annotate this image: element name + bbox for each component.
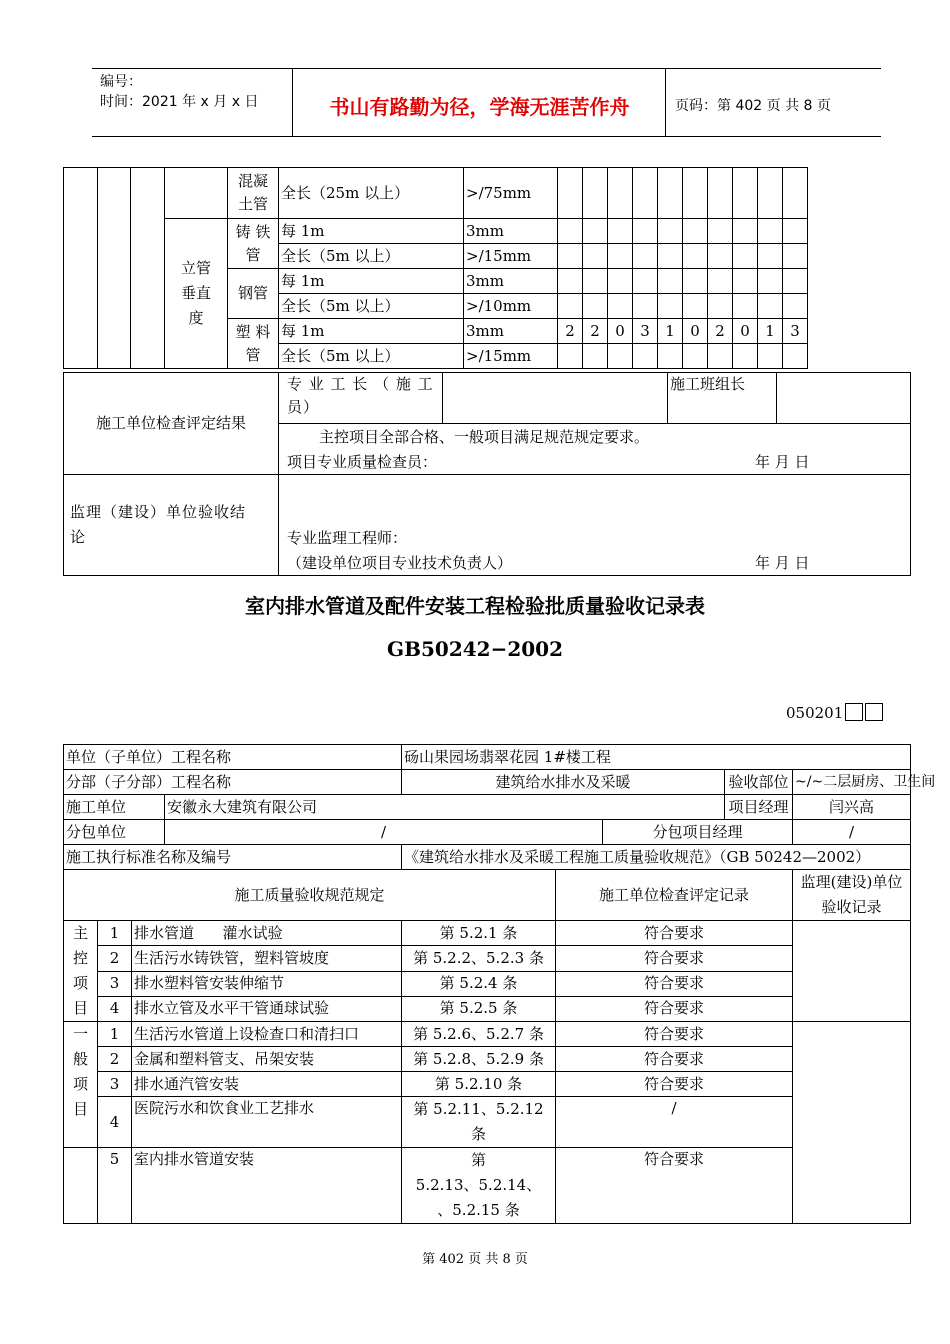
tolerance-cell: >/15mm [464,344,558,369]
date-label: 年 月 日 [755,453,810,471]
division-label: 分部（子分部）工程名称 [64,770,402,795]
owner-label: （建设单位项目专业技术负责人） [287,554,513,572]
document-title: 室内排水管道及配件安装工程检验批质量验收记录表 [245,594,705,618]
spec-header: 施工质量验收规范规定 [64,870,556,921]
item-no: 1 [98,921,132,946]
item-clause: 第 5.2.8、5.2.9 条 [402,1047,556,1072]
tolerance-cell: >/15mm [464,244,558,269]
measurement-value: 1 [658,319,683,344]
check-header: 施工单位检查评定记录 [556,870,793,921]
subcontractor-value: / [165,820,603,845]
tolerance-cell: 3mm [464,269,558,294]
form-code [786,703,883,722]
main-control-label: 主 控 项 目 [64,921,98,1022]
measurement-value: 3 [633,319,658,344]
item-no: 2 [98,1047,132,1072]
subcontractor-label: 分包单位 [64,820,165,845]
supervision-header: 监理(建设)单位 验收记录 [793,870,911,921]
item-clause: 第 5.2.11、5.2.12 条 [402,1097,556,1148]
upper-table [63,167,946,369]
document-number: 编号： [100,74,142,90]
item-name: 金属和塑料管支、吊架安装 [132,1047,402,1072]
sub-manager-value: / [793,820,911,845]
sub-manager-label: 分包项目经理 [603,820,793,845]
item-name: 医院污水和饮食业工艺排水 [132,1097,402,1148]
item-name: 排水立管及水平干管通球试验 [132,996,402,1021]
item-clause: 第 5.2.1 条 [402,921,556,946]
standard-code: GB50242−2002 [387,637,563,661]
motto: 书山有路勤为径，学海无涯苦作舟 [329,95,630,119]
item-name: 室内排水管道安装 [132,1148,402,1224]
team-leader-label: 施工班组长 [668,373,777,424]
item-clause: 第 5.2.2、5.2.3 条 [402,946,556,971]
vertical-degree-label: 立管 垂直 度 [165,219,228,369]
measurement-value: 2 [708,319,733,344]
item-clause: 第 5.2.6、5.2.7 条 [402,1022,556,1047]
item-name: 排水管道 灌水试验 [132,921,402,946]
cast-iron-label: 铸 铁 管 [228,219,279,269]
contractor-label: 施工单位 [64,795,165,820]
item-clause: 第 5.2.5 条 [402,996,556,1021]
tolerance-cell: 3mm [464,219,558,244]
manager-value: 闫兴高 [793,795,911,820]
code-box [845,703,863,721]
item-cell: 每 1m [279,219,464,244]
measurement-value: 0 [683,319,708,344]
item-no: 4 [98,1097,132,1148]
conclusion-text: 主控项目全部合格、一般项目满足规范规定要求。 [319,428,650,446]
part-label: 验收部位 [725,770,793,795]
item-no: 3 [98,971,132,996]
plastic-pipe-label: 塑 料 管 [228,319,279,369]
item-name: 生活污水铸铁管，塑料管坡度 [132,946,402,971]
item-clause: 第 5.2.10 条 [402,1072,556,1097]
measurement-value: 1 [758,319,783,344]
unit-value: 砀山果园场翡翠花园 1#楼工程 [402,745,911,770]
foreman-label: 专 业 工 长 （ 施 工 员） [279,373,443,424]
item-result: 符合要求 [556,1072,793,1097]
item-cell: 全长（5m 以上） [279,344,464,369]
division-value: 建筑给水排水及采暖 [402,770,725,795]
item-cell: 全长（5m 以上） [279,244,464,269]
item-result: 符合要求 [556,921,793,946]
page-footer: 第 402 页 共 8 页 [422,1252,528,1267]
supervisor-label: 专业监理工程师： [287,529,408,547]
item-cell: 全长（25m 以上） [279,168,464,219]
measurement-value: 2 [558,319,583,344]
item-no: 3 [98,1072,132,1097]
item-result: 符合要求 [556,1047,793,1072]
item-name: 排水通汽管安装 [132,1072,402,1097]
concrete-pipe-label: 混凝 土管 [228,168,279,219]
general-items-label: 一 般 项 目 [64,1022,98,1148]
item-cell: 每 1m [279,269,464,294]
measurement-value: 0 [608,319,633,344]
tolerance-cell: 3mm [464,319,558,344]
item-no: 5 [98,1148,132,1224]
item-result: 符合要求 [556,996,793,1021]
item-name: 生活污水管道上设检查口和清扫口 [132,1022,402,1047]
item-result: 符合要求 [556,946,793,971]
item-result: 符合要求 [556,971,793,996]
document-time: 时间：2021 年 x 月 x 日 [100,94,259,110]
inspection-table [63,744,936,1224]
item-no: 1 [98,1022,132,1047]
item-result: 符合要求 [556,1148,793,1224]
standard-value: 《建筑给水排水及采暖工程施工质量验收规范》（GB 50242—2002） [402,845,911,870]
supervision-label: 监理（建设）单位验收结 论 [64,475,279,576]
form-code-text: 050201 [786,704,844,722]
unit-label: 单位（子单位）工程名称 [64,745,402,770]
code-box [865,703,883,721]
item-result: / [556,1097,793,1148]
contractor-result-label: 施工单位检查评定结果 [64,373,279,475]
item-no: 4 [98,996,132,1021]
steel-pipe-label: 钢管 [228,269,279,319]
item-clause: 第 5.2.4 条 [402,971,556,996]
tolerance-cell: >/75mm [464,168,558,219]
item-clause: 第 5.2.13、5.2.14、 、5.2.15 条 [402,1148,556,1224]
manager-label: 项目经理 [725,795,793,820]
part-value: ~/~二层厨房、卫生间 [793,770,911,795]
item-cell: 全长（5m 以上） [279,294,464,319]
item-result: 符合要求 [556,1022,793,1047]
item-cell: 每 1m [279,319,464,344]
item-no: 2 [98,946,132,971]
inspector-label: 项目专业质量检查员： [287,453,438,471]
date-label: 年 月 日 [755,554,810,572]
standard-label: 施工执行标准名称及编号 [64,845,402,870]
contractor-value: 安徽永大建筑有限公司 [165,795,725,820]
signature-table [63,372,911,576]
page-number: 页码：第 402 页 共 8 页 [675,98,831,114]
measurement-value: 2 [583,319,608,344]
measurement-value: 0 [733,319,758,344]
page-header [92,68,881,137]
measurement-value: 3 [783,319,808,344]
item-name: 排水塑料管安装伸缩节 [132,971,402,996]
tolerance-cell: >/10mm [464,294,558,319]
